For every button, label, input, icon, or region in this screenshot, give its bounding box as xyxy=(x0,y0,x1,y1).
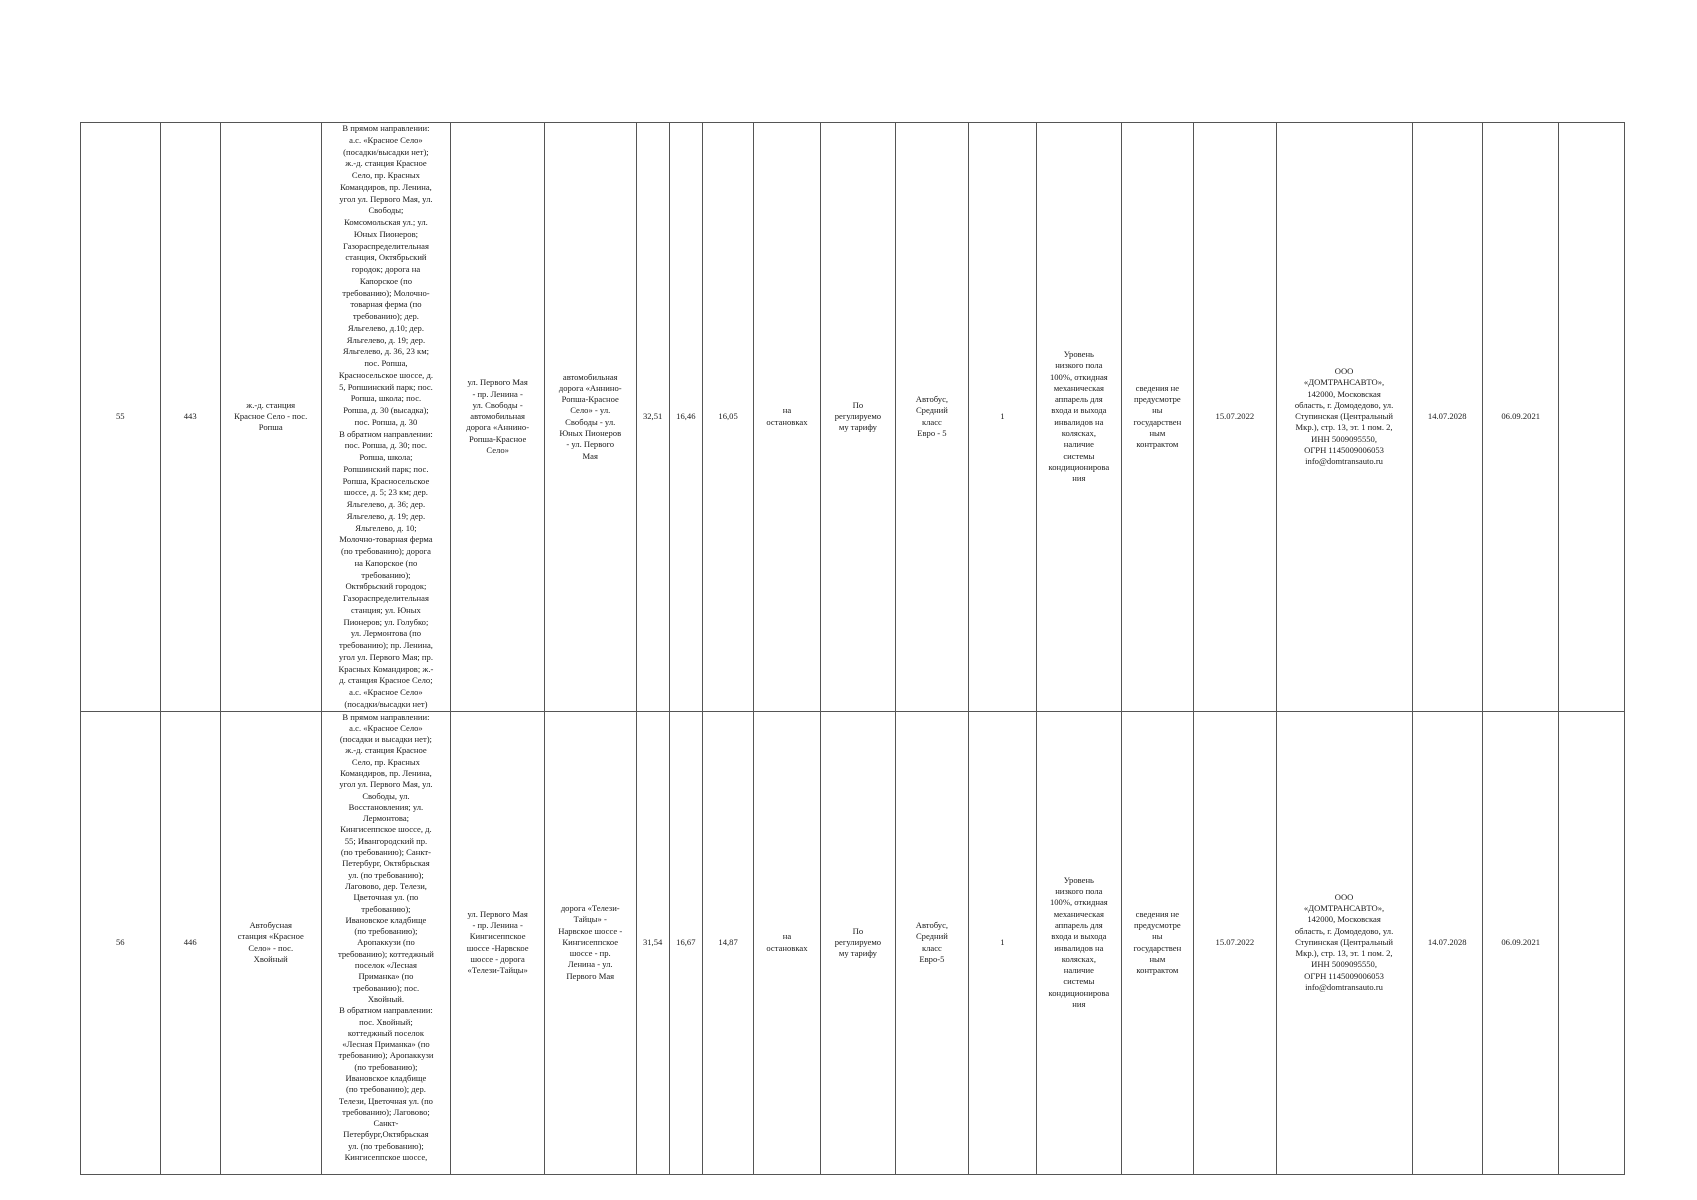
table-row xyxy=(81,123,1625,712)
characteristics-cell xyxy=(1037,123,1122,712)
tariff-cell xyxy=(820,123,895,712)
note-cell xyxy=(1559,123,1625,712)
length-forward-cell xyxy=(669,711,702,1174)
stops-list: В прямом направлении: а.с. «Красное Село» (посадки/высадки нет); ж.-д. станция Красное Село, пр. Красных Командиров, пр. Ленина, угол ул. Первого Мая, ул. Свободы; Комсомольская ул.; ул. Юных Пионеров; Газораспределительная станция, Октябрьский городок; дорога на Капорское (по требованию); Молочно- товарная ферма (по требованию); дер. Яльгелево, д.10; дер. Яльгелево, д. 19; дер. Яльгелево, д. 36, 23 км; пос. Ропша, Красносельское шоссе, д. 5, Ропшинский парк; пос. Ропша, школа; пос. Ропша, д. 30 (высадка); пос. Ропша, д. 30 В обратном направлении: пос. Ропша, д. 30; пос. Ропша, школа; Ропшинский парк; пос. Ропша, Красносельское шоссе, д. 5; 23 км; дер. Яльгелево, д. 36; дер. Яльгелево, д. 19; дер. Яльгелево, д. 10; Молочно-товарная ферма (по требованию); дорога на Капорское (по требованию); Октябрьский городок; Газораспределительная станция; ул. Юных Пионеров; ул. Голубко; ул. Лермонтова (по требованию); пр. Ленина, угол ул. Первого Мая; пр. Красных Командиров; ж.- д. станция Красное Село; а.с. «Красное Село» (посадки/высадки нет) xyxy=(338,123,434,709)
length-forward-cell xyxy=(669,123,702,712)
stop-order: на остановках xyxy=(766,405,808,427)
length-forward: 16,46 xyxy=(676,411,696,422)
vehicle-characteristics: Уровень низкого пола 100%, откидная механическая аппарель для входа и выхода инвалидов на колясках, наличие системы кондиционирова ния xyxy=(1048,874,1110,1009)
stop-order-cell xyxy=(754,123,820,712)
start-date-cell xyxy=(1194,711,1277,1174)
registration-date: 06.09.2021 xyxy=(1501,411,1541,422)
tariff-type: По регулируемо му тарифу xyxy=(834,399,882,433)
length-total-cell xyxy=(636,711,669,1174)
end-date-cell xyxy=(1412,711,1482,1174)
streets-forward: ул. Первого Мая - пр. Ленина - ул. Свободы - автомобильная дорога «Аннино- Ропша-Красное Село» xyxy=(466,377,530,455)
length-total: 32,51 xyxy=(642,411,663,422)
contract-info: сведения не предусмотре ны государствен ным контрактом xyxy=(1133,908,1182,976)
row-number: 55 xyxy=(115,411,125,422)
row-number: 56 xyxy=(115,936,125,947)
streets-forward: ул. Первого Мая - пр. Ленина - Кингисеппское шоссе -Нарвское шоссе - дорога «Телези-Тайцы» xyxy=(466,908,529,976)
characteristics-cell xyxy=(1037,711,1122,1174)
stop-order: на остановках xyxy=(766,931,808,953)
registration-date: 06.09.2021 xyxy=(1501,936,1541,947)
stop-order-cell xyxy=(754,711,820,1174)
route-number-cell xyxy=(160,711,220,1174)
routes-register-table xyxy=(80,122,1625,1175)
length-total-cell xyxy=(636,123,669,712)
length-back-cell xyxy=(702,711,753,1174)
streets-back-cell xyxy=(544,711,636,1174)
contract-info: сведения не предусмотре ны государствен ным контрактом xyxy=(1133,382,1182,450)
carrier-cell xyxy=(1276,711,1412,1174)
row-number-cell xyxy=(81,123,161,712)
tariff-type: По регулируемо му тарифу xyxy=(834,925,882,959)
route-name: ж.-д. станция Красное Село - пос. Ропша xyxy=(234,399,308,433)
length-back: 14,87 xyxy=(718,936,738,947)
start-date: 15.07.2022 xyxy=(1215,936,1255,947)
vehicle-cell xyxy=(896,711,968,1174)
contract-cell xyxy=(1121,123,1193,712)
streets-forward-cell xyxy=(451,711,545,1174)
vehicle-class: Автобус, Средний класс Евро-5 xyxy=(915,919,949,964)
length-total: 31,54 xyxy=(642,936,663,947)
contract-cell xyxy=(1121,711,1193,1174)
stops-cell xyxy=(321,711,451,1174)
start-date: 15.07.2022 xyxy=(1215,411,1255,422)
route-name-cell xyxy=(220,123,321,712)
length-forward: 16,67 xyxy=(676,936,696,947)
vehicle-characteristics: Уровень низкого пола 100%, откидная механическая аппарель для входа и выхода инвалидов на колясках, наличие системы кондиционирова ния xyxy=(1048,348,1110,484)
stops-cell xyxy=(321,123,451,712)
carrier-info: ООО «ДОМТРАНСАВТО», 142000, Московская область, г. Домодедово, ул. Ступинская (Центральный Мкр.), стр. 13, эт. 1 пом. 2, ИНН 5009095550, ОГРН 1145009006053 info@domtransauto.ru xyxy=(1294,891,1394,993)
route-name: Автобусная станция «Красное Село» - пос. Хвойный xyxy=(237,919,304,964)
vehicle-count-cell xyxy=(968,123,1036,712)
tariff-cell xyxy=(820,711,895,1174)
registration-date-cell xyxy=(1482,123,1558,712)
note-cell xyxy=(1559,711,1625,1174)
route-number-cell xyxy=(160,123,220,712)
row-number-cell xyxy=(81,711,161,1174)
vehicle-count: 1 xyxy=(1000,936,1005,947)
start-date-cell xyxy=(1194,123,1277,712)
table-row xyxy=(81,711,1625,1174)
route-number: 443 xyxy=(183,411,197,422)
end-date: 14.07.2028 xyxy=(1427,936,1467,947)
streets-forward-cell xyxy=(451,123,545,712)
carrier-cell xyxy=(1276,123,1412,712)
end-date-cell xyxy=(1412,123,1482,712)
vehicle-count-cell xyxy=(968,711,1036,1174)
vehicle-class: Автобус, Средний класс Евро - 5 xyxy=(915,394,949,439)
streets-back: автомобильная дорога «Аннино- Ропша-Красное Село» - ул. Свободы - ул. Юных Пионеров - ул. Первого Мая xyxy=(558,371,622,461)
carrier-info: ООО «ДОМТРАНСАВТО», 142000, Московская область, г. Домодедово, ул. Ступинская (Центральный Мкр.), стр. 13, эт. 1 пом. 2, ИНН 5009095550, ОГРН 1145009006053 info@domtransauto.ru xyxy=(1294,365,1394,467)
streets-back-cell xyxy=(544,123,636,712)
route-name-cell xyxy=(220,711,321,1174)
stops-list: В прямом направлении: а.с. «Красное Село» (посадки и высадки нет); ж.-д. станция Красное Село, пр. Красных Командиров, пр. Ленина, угол ул. Первого Мая, ул. Свободы, ул. Восстановления; ул. Лермонтова; Кингисеппское шоссе, д. 55; Ивангородский пр. (по требованию); Санкт- Петербург, Октябрьская ул. (по требованию); Лаговово, дер. Телези, Цветочная ул. (по требованию); Ивановское кладбище (по требованию); Аропаккузи (по требованию); коттеджный поселок «Лесная Приманка» (по требованию); пос. Хвойный. В обратном направлении: пос. Хвойный; коттеджный поселок «Лесная Приманка» (по требованию); Аропаккузи (по требованию); Ивановское кладбище (по требованию); дер. Телези, Цветочная ул. (по требованию); Лаговово; Санкт- Петербург,Октябрьская ул. (по требованию); Кингисеппское шоссе, xyxy=(338,711,434,1163)
vehicle-cell xyxy=(896,123,968,712)
streets-back: дорога «Телези- Тайцы» - Нарвское шоссе - Кингисеппское шоссе - пр. Ленина - ул. Первого Мая xyxy=(558,902,623,981)
route-number: 446 xyxy=(183,936,197,947)
length-back: 16,05 xyxy=(718,411,738,422)
registration-date-cell xyxy=(1482,711,1558,1174)
end-date: 14.07.2028 xyxy=(1427,411,1467,422)
vehicle-count: 1 xyxy=(1000,411,1005,422)
length-back-cell xyxy=(702,123,753,712)
